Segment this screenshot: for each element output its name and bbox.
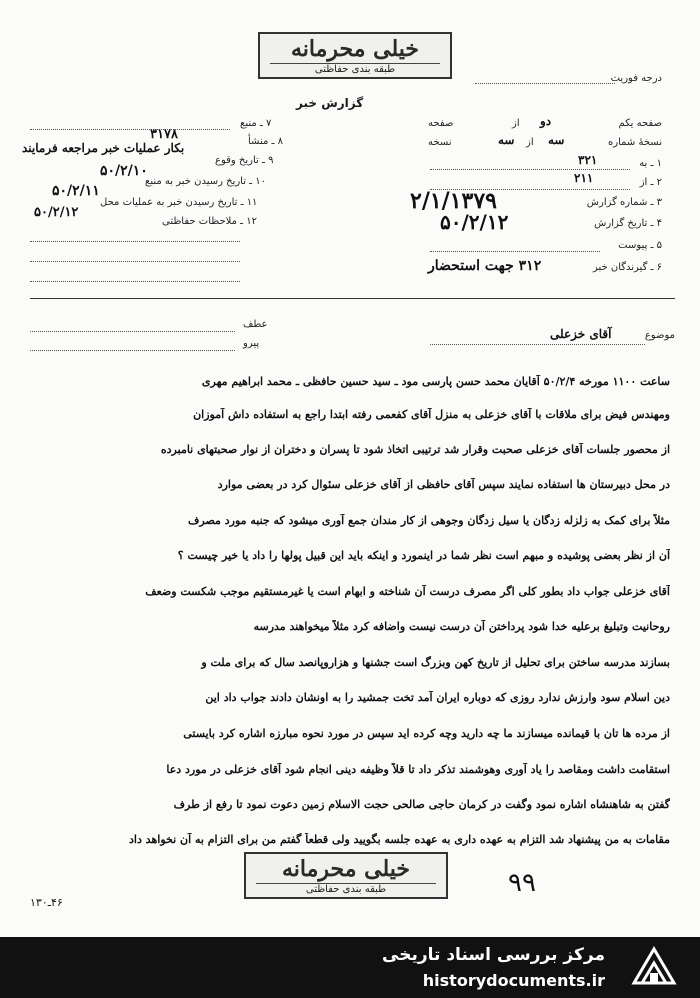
follow-label: پیرو: [243, 338, 260, 349]
copy-value: سه: [548, 133, 565, 147]
body-line-14: مقامات به من پیشنهاد شد التزام به عهده داری به عهده جلسه بگویید ولی قطعاً گفتم من برای التزام به آن نخواهد داد: [129, 833, 670, 846]
received-source-value: ۵۰/۲/۱۰: [100, 163, 148, 179]
body-line-9: بسازند مدرسه ساختن برای تحلیل از تاریخ کهن وبزرگ است جشنها و هزاروپانصد سال که برای ملت و: [201, 656, 670, 669]
blank-line-1: [30, 240, 240, 242]
holders-label: ۶ ـ گیرندگان خبر: [592, 262, 662, 273]
classification-stamp-top: [258, 32, 452, 79]
body-line-8: روحانیت وتبلیغ برعلیه خدا شود پرداختن آن درست نیست واضافه کرد مثلاً میخواهند مدرسه: [253, 620, 670, 633]
body-line-2: ومهندس فیض برای ملاقات با آقای خزعلی به منزل آقای کفعمی رفته ابتدا راجع به استفاده داش آموزان: [193, 408, 670, 421]
copy-from-label: از: [526, 137, 534, 148]
report-title: گزارش خبر: [296, 96, 364, 110]
body-line-11: از مرده ها تان با قیمانده میسازند ما چه دارید وچه کرده اید سپس در مورد نحوه مبارزه اشاره کرد بایستی: [183, 727, 670, 740]
priority-label: درجه فوریت: [610, 73, 662, 84]
page-from-label: از: [512, 118, 520, 129]
body-line-3: از محصور جلسات آقای خزعلی صحبت وقرار شد ترتیبی اتخاذ شود تا پسران و دختران از نوار صحبتهای نامبرده: [160, 443, 670, 456]
follow-dots: [30, 349, 235, 351]
footer-banner: [0, 937, 700, 998]
from-label: ۲ ـ از: [639, 177, 662, 188]
received-ops-label: ۱۱ ـ تاریخ رسیدن خبر به عملیات محل: [100, 197, 258, 208]
holders-value: ۳۱۲ جهت استحضار: [428, 258, 542, 274]
archive-logo-icon: [626, 943, 682, 991]
page-one-label: صفحه یکم: [618, 118, 662, 129]
attachment-label: ۵ ـ پیوست: [618, 240, 662, 251]
origin-value: ۳۱۷۸: [150, 127, 178, 142]
report-number-label: ۳ ـ شماره گزارش: [586, 197, 662, 208]
to-label: ۱ ـ به: [639, 158, 662, 169]
body-line-4: در محل دبیرستان ها استفاده نمایند سپس آقای حافظی از آقای خزعلی سئوال کرد در بعضی موارد: [217, 478, 670, 491]
subject-label: موضوع: [644, 330, 675, 341]
from-value: ۲۱۱: [574, 171, 594, 185]
body-line-7: آقای خزعلی جواب داد بطور کلی اگر مصرف درست آن شناخته و ابهام است یا غیرمستقیم موجب شکست وضعف: [145, 585, 670, 598]
body-line-13: گفتن به شاهنشاه اشاره نمود وگفت در کرمان حاجی صالحی حجت الاسلام زمین دعوت نمود تا رفع از طرف: [173, 798, 670, 811]
blank-line-3: [30, 280, 240, 282]
reference-label: عطف: [243, 319, 268, 330]
page-number: ۹۹: [508, 868, 536, 898]
org-name: مرکز بررسی اسناد تاریخی: [382, 945, 605, 965]
received-ops-value: ۵۰/۲/۱۱: [52, 183, 100, 199]
source-dots: [30, 128, 230, 130]
copy-number-label: نسخهٔ شماره: [608, 137, 662, 148]
report-date-value: ۵۰/۲/۱۲: [440, 210, 509, 234]
stamp-text: خیلی محرمانه: [290, 36, 420, 62]
notes-label: ۱۲ ـ ملاحظات حفاظتی: [162, 216, 257, 227]
event-date-label: ۹ ـ تاریخ وقوع: [215, 155, 274, 166]
attachment-dots: [430, 250, 600, 252]
source-label: ۷ ـ منبع: [240, 118, 272, 129]
form-code: ۴۶ـ۱۳۰: [30, 896, 63, 909]
to-dots: [430, 168, 630, 170]
stamp-text: خیلی محرمانه: [281, 856, 411, 882]
copy-from-value: سه: [498, 133, 515, 147]
body-line-12: استقامت داشت ومقاصد را یاد آوری وهوشمند تذکر داد تا قلاً وظیفه دینی انجام شود آقای خزعلی در مورد دعا: [166, 763, 670, 776]
event-date-value: بکار عملیات خبر مراجعه فرمایند: [22, 141, 185, 155]
notes-value: ۵۰/۲/۱۲: [34, 205, 79, 220]
reference-dots: [30, 330, 235, 332]
to-value: ۳۲۱: [578, 153, 598, 167]
origin-label: ۸ ـ منشأ: [248, 136, 284, 147]
stamp-subtext: طبقه بندی حفاظتی: [256, 883, 436, 895]
body-line-5: مثلاً برای کمک به زلزله زدگان یا سیل زدگان وجوهی از کار مندان جمع آوری میشود که جنبه مورد مصرف: [188, 514, 670, 527]
classification-stamp-bottom: [244, 852, 448, 899]
copy-word-label: نسخه: [428, 137, 452, 148]
subject-dots: [430, 343, 645, 345]
blank-line-2: [30, 260, 240, 262]
page-from-value: دو: [540, 114, 552, 128]
page-word-label: صفحه: [428, 118, 454, 129]
body-line-10: دین اسلام سود وارزش ندارد روزی که دوباره ایران آمد تخت جمشید را به اونشان دادند جواب داد این: [205, 691, 670, 704]
org-url: historydocuments.ir: [422, 971, 605, 990]
body-line-1: ساعت ۱۱۰۰ مورخه ۵۰/۲/۴ آقایان محمد حسن پارسی مود ـ سید حسین حافظی ـ محمد ابراهیم مهری: [201, 375, 670, 388]
received-source-label: ۱۰ ـ تاریخ رسیدن خبر به منبع: [145, 176, 267, 187]
section-divider: [30, 298, 675, 299]
body-line-6: آن از نظر بعضی پوشیده و مبهم است نظر شما در اینمورد و اینکه باید این قبیل پولها را داد یا خیر چیست ؟: [177, 549, 670, 562]
stamp-subtext: طبقه بندی حفاظتی: [270, 63, 440, 75]
priority-dots: [475, 82, 615, 84]
report-date-label: ۴ ـ تاریخ گزارش: [594, 218, 662, 229]
subject-value: آقای خزعلی: [550, 327, 612, 341]
report-number-value: ۲/۱/۱۳۷۹: [410, 188, 497, 214]
